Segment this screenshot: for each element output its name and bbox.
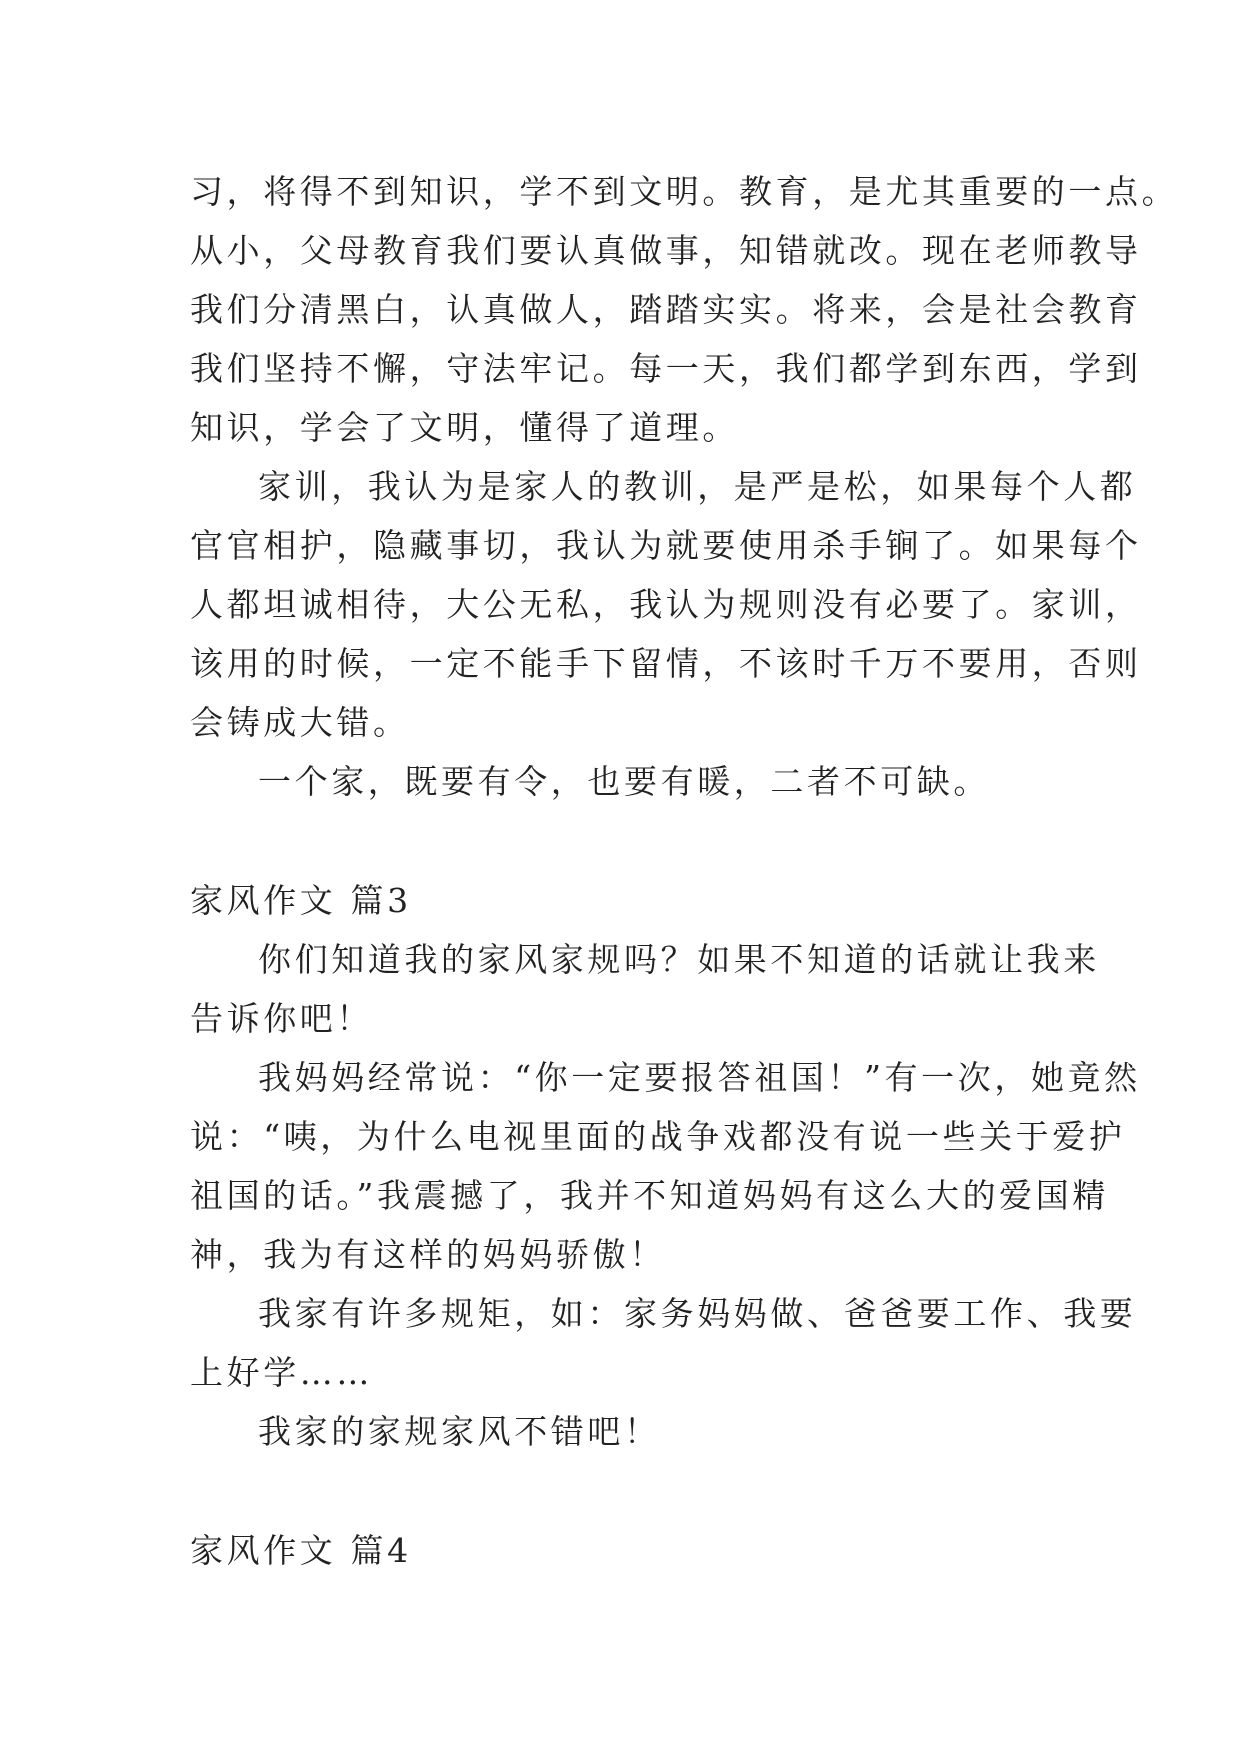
text-line: 你们知道我的家风家规吗？如果不知道的话就让我来 (258, 940, 1100, 979)
text-line: 我们坚持不懈，守法牢记。每一天，我们都学到东西，学到 (190, 349, 1142, 388)
text-line: 我家有许多规矩，如：家务妈妈做、爸爸要工作、我要 (258, 1294, 1137, 1333)
text-line: 会铸成大错。 (190, 703, 410, 742)
text-line: 家训，我认为是家人的教训，是严是松，如果每个人都 (258, 467, 1137, 506)
text-line: 神，我为有这样的妈妈骄傲！ (190, 1235, 666, 1274)
paragraph-family-warmth (190, 752, 1070, 811)
text-line: 知识，学会了文明，懂得了道理。 (190, 408, 739, 447)
paragraph-education (190, 162, 1179, 457)
text-line: 一个家，既要有令，也要有暖，二者不可缺。 (258, 762, 990, 801)
text-line: 我妈妈经常说：“你一定要报答祖国！”有一次，她竟然 (258, 1058, 1141, 1097)
section-gap (190, 811, 1070, 871)
paragraph-closing (190, 1402, 1070, 1461)
text-line: 习，将得不到知识，学不到文明。教育，是尤其重要的一点。 (190, 172, 1179, 211)
section-heading-3: 家风作文 篇3 (190, 881, 412, 920)
text-line: 祖国的话。”我震撼了，我并不知道妈妈有这么大的爱国精 (190, 1176, 1109, 1215)
paragraph-house-rules (190, 1284, 1137, 1402)
text-line: 人都坦诚相待，大公无私，我认为规则没有必要了。家训， (190, 585, 1142, 624)
paragraph-intro (190, 930, 1100, 1048)
paragraph-family-rules (190, 457, 1142, 752)
text-line: 我家的家规家风不错吧！ (258, 1412, 661, 1451)
text-line: 告诉你吧！ (190, 999, 373, 1038)
text-line: 官官相护，隐藏事切，我认为就要使用杀手锏了。如果每个 (190, 526, 1142, 565)
paragraph-mother (190, 1048, 1141, 1284)
text-line: 我们分清黑白，认真做人，踏踏实实。将来，会是社会教育 (190, 290, 1142, 329)
text-line: 从小，父母教育我们要认真做事，知错就改。现在老师教导 (190, 231, 1142, 270)
document-body (190, 162, 1179, 1580)
section-gap (190, 1461, 1070, 1521)
text-line: 该用的时候，一定不能手下留情，不该时千万不要用，否则 (190, 644, 1142, 683)
text-line: 上好学…… (190, 1353, 373, 1392)
section-heading-4: 家风作文 篇4 (190, 1531, 412, 1570)
text-line: 说：“咦，为什么电视里面的战争戏都没有说一些关于爱护 (190, 1117, 1126, 1156)
